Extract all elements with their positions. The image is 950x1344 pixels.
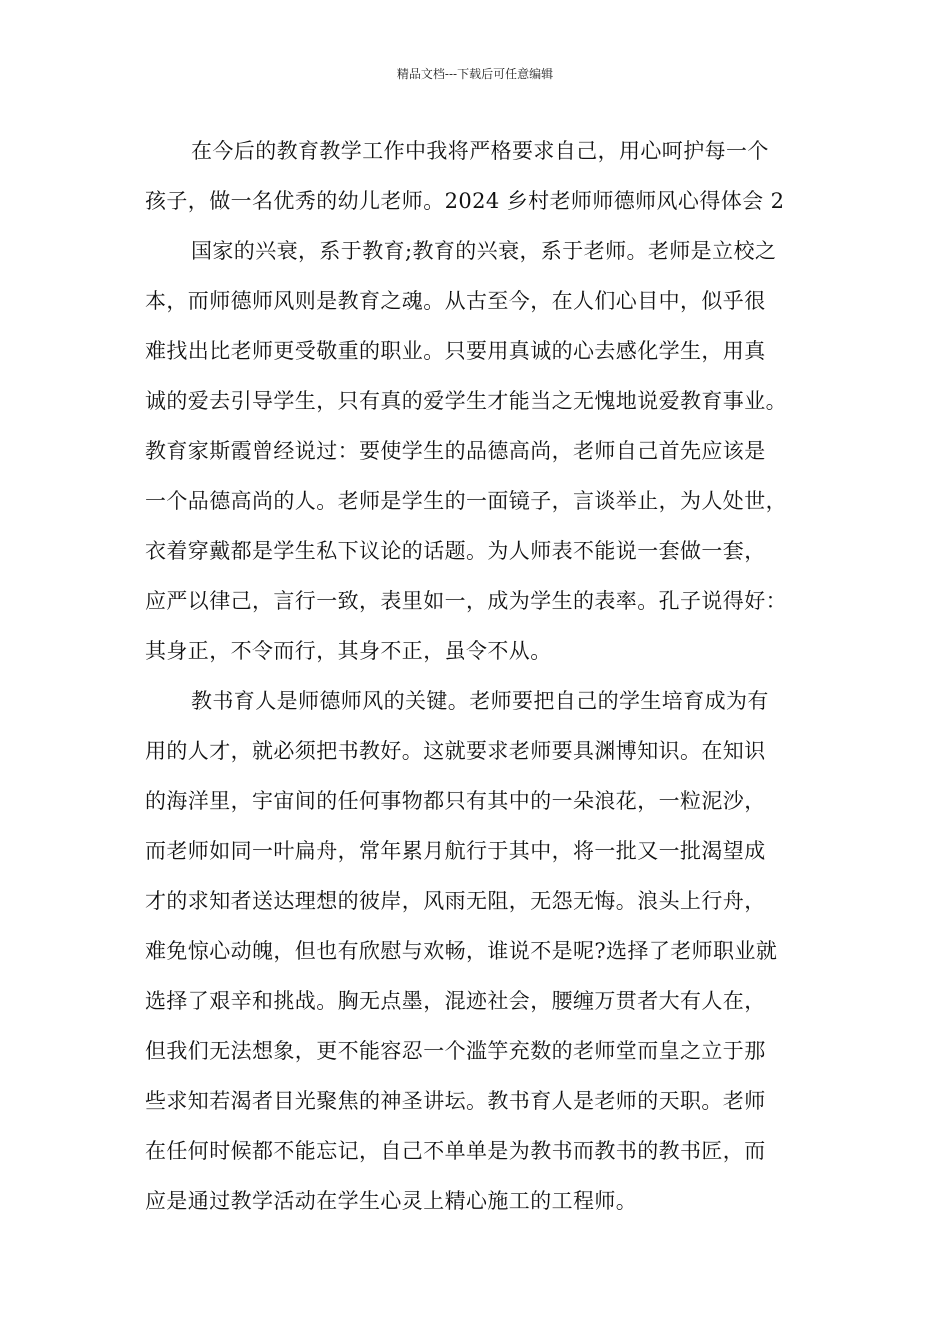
- text-line: 用的人才，就必须把书教好。这就要求老师要具渊博知识。在知识: [145, 739, 766, 763]
- text-line: 应是通过教学活动在学生心灵上精心施工的工程师。: [145, 1189, 638, 1213]
- text-line: 本，而师德师风则是教育之魂。从古至今，在人们心目中，似乎很: [145, 289, 766, 313]
- text-line: 孩子，做一名优秀的幼儿老师。2024 乡村老师师德师风心得体会 2: [145, 189, 785, 213]
- text-line: 些求知若渴者目光聚焦的神圣讲坛。教书育人是老师的天职。老师: [145, 1089, 766, 1113]
- text-line: 但我们无法想象，更不能容忍一个滥竽充数的老师堂而皇之立于那: [145, 1039, 766, 1063]
- text-line: 诚的爱去引导学生，只有真的爱学生才能当之无愧地说爱教育事业。: [145, 389, 787, 413]
- page-header: 精品文档---下载后可任意编辑: [396, 67, 554, 81]
- text-line: 难免惊心动魄，但也有欣慰与欢畅，谁说不是呢?选择了老师职业就: [145, 939, 778, 963]
- text-line: 衣着穿戴都是学生私下议论的话题。为人师表不能说一套做一套，: [145, 539, 766, 563]
- text-line: 教书育人是师德师风的关键。老师要把自己的学生培育成为有: [191, 689, 769, 713]
- text-line: 在任何时候都不能忘记，自己不单单是为教书而教书的教书匠，而: [145, 1139, 766, 1163]
- text-line: 而老师如同一叶扁舟，常年累月航行于其中，将一批又一批渴望成: [145, 839, 766, 863]
- text-line: 在今后的教育教学工作中我将严格要求自己，用心呵护每一个: [191, 139, 769, 163]
- text-line: 国家的兴衰，系于教育;教育的兴衰，系于老师。老师是立校之: [191, 239, 777, 263]
- text-line: 应严以律己，言行一致，表里如一，成为学生的表率。孔子说得好：: [145, 589, 787, 613]
- text-line: 其身正，不令而行，其身不正，虽令不从。: [145, 639, 552, 663]
- document-body: [145, 126, 807, 1226]
- text-line: 一个品德高尚的人。老师是学生的一面镜子，言谈举止，为人处世，: [145, 489, 787, 513]
- text-line: 的海洋里，宇宙间的任何事物都只有其中的一朵浪花，一粒泥沙，: [145, 789, 766, 813]
- text-line: 才的求知者送达理想的彼岸，风雨无阻，无怨无悔。浪头上行舟，: [145, 889, 766, 913]
- text-line: 选择了艰辛和挑战。胸无点墨，混迹社会，腰缠万贯者大有人在，: [145, 989, 766, 1013]
- text-line: 难找出比老师更受敬重的职业。只要用真诚的心去感化学生，用真: [145, 339, 766, 363]
- text-line: 教育家斯霞曾经说过：要使学生的品德高尚，老师自己首先应该是: [145, 439, 766, 463]
